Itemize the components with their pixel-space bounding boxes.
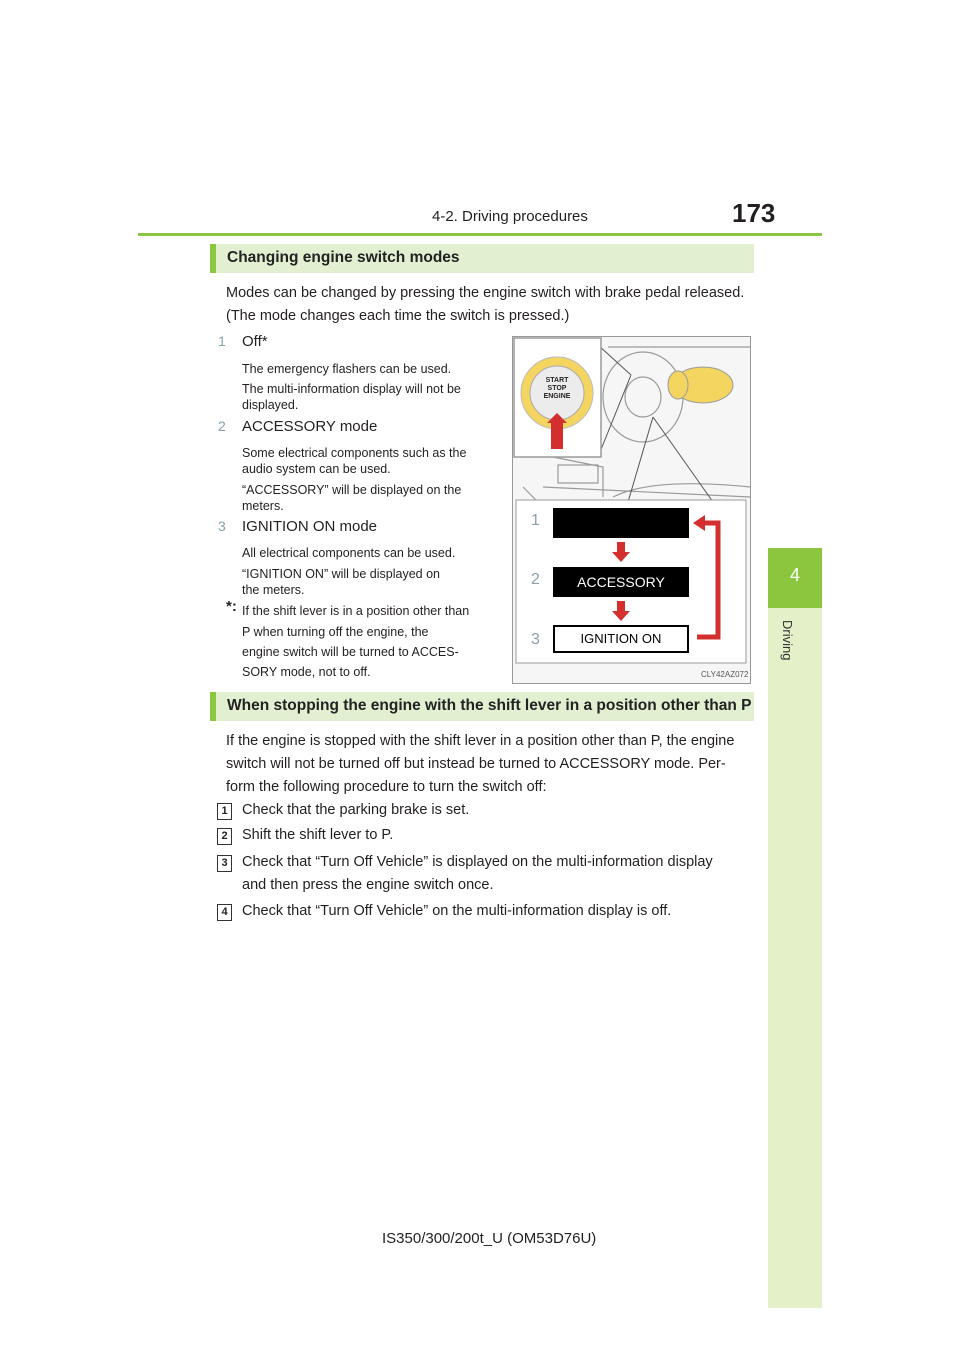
footnote-text: P when turning off the engine, the bbox=[242, 625, 429, 639]
item-number: 2 bbox=[218, 418, 226, 434]
arrow-down-icon bbox=[612, 611, 630, 621]
body-text: Modes can be changed by pressing the engine switch with brake pedal released. bbox=[226, 285, 745, 301]
header-rule bbox=[138, 233, 822, 236]
mode-desc: All electrical components can be used. bbox=[242, 546, 456, 560]
side-tab-strip bbox=[768, 608, 822, 1308]
section-title: Changing engine switch modes bbox=[227, 249, 460, 266]
mode-box-accessory: ACCESSORY bbox=[553, 567, 689, 597]
figure-code: CLY42AZ072 bbox=[701, 670, 749, 679]
step-number: 1 bbox=[217, 803, 232, 820]
step-number: 2 bbox=[217, 828, 232, 845]
footnote-marker: *: bbox=[226, 598, 237, 615]
mode-name: IGNITION ON mode bbox=[242, 518, 378, 535]
side-tab-label: Driving bbox=[780, 620, 795, 661]
arrow-down-icon bbox=[612, 552, 630, 562]
mode-name: ACCESSORY mode bbox=[242, 418, 378, 435]
step-number: 3 bbox=[217, 855, 232, 872]
manual-footer: IS350/300/200t_U (OM53D76U) bbox=[382, 1230, 597, 1247]
step-number: 4 bbox=[217, 904, 232, 921]
mode-desc: The emergency flashers can be used. bbox=[242, 362, 452, 376]
mode-desc: “IGNITION ON” will be displayed on bbox=[242, 567, 440, 581]
mode-desc: The multi-information display will not be bbox=[242, 382, 461, 396]
mode-desc: Some electrical components such as the bbox=[242, 446, 467, 460]
mode-desc: “ACCESSORY” will be displayed on the bbox=[242, 483, 462, 497]
item-number: 3 bbox=[218, 518, 226, 534]
mode-desc: the meters. bbox=[242, 583, 305, 597]
body-text: If the engine is stopped with the shift lever in a position other than P, the engine bbox=[226, 733, 735, 749]
mode-desc: audio system can be used. bbox=[242, 462, 391, 476]
mode-desc: meters. bbox=[242, 499, 284, 513]
body-text: (The mode changes each time the switch is pressed.) bbox=[226, 308, 570, 324]
illus-num: 1 bbox=[531, 512, 540, 529]
step-text: Shift the shift lever to P. bbox=[242, 827, 394, 843]
item-number: 1 bbox=[218, 333, 226, 349]
footnote-text: SORY mode, not to off. bbox=[242, 665, 371, 679]
page-number: 173 bbox=[732, 198, 776, 228]
arrow-left-icon bbox=[693, 515, 705, 531]
cycle-arrow-icon bbox=[697, 523, 718, 637]
mode-name: Off* bbox=[242, 333, 268, 350]
footnote-text: If the shift lever is in a position other than bbox=[242, 604, 470, 618]
button-text-line: ENGINE bbox=[543, 393, 571, 400]
mode-box-ignition-label: IGNITION ON bbox=[555, 627, 687, 651]
step-text: Check that the parking brake is set. bbox=[242, 802, 470, 818]
engine-switch-illustration bbox=[512, 336, 751, 684]
footnote-text: engine switch will be turned to ACCES- bbox=[242, 645, 459, 659]
step-text: and then press the engine switch once. bbox=[242, 877, 494, 893]
illus-num: 3 bbox=[531, 631, 540, 648]
side-tab-number: 4 bbox=[789, 565, 800, 585]
mode-desc: displayed. bbox=[242, 398, 299, 412]
body-text: form the following procedure to turn the switch off: bbox=[226, 779, 547, 795]
body-text: switch will not be turned off but instead be turned to ACCESSORY mode. Per- bbox=[226, 756, 726, 772]
illus-num: 2 bbox=[531, 571, 540, 588]
step-text: Check that “Turn Off Vehicle” is displayed on the multi-information display bbox=[242, 854, 713, 870]
section-title: When stopping the engine with the shift lever in a position other than P bbox=[227, 697, 752, 714]
section-header: 4-2. Driving procedures bbox=[432, 208, 588, 225]
button-text-line: STOP bbox=[547, 385, 567, 392]
section-heading bbox=[210, 692, 754, 721]
arrows-overlay bbox=[513, 337, 750, 683]
step-text: Check that “Turn Off Vehicle” on the multi-information display is off. bbox=[242, 903, 672, 919]
section-heading bbox=[210, 244, 754, 273]
button-text-line: START bbox=[545, 377, 569, 384]
